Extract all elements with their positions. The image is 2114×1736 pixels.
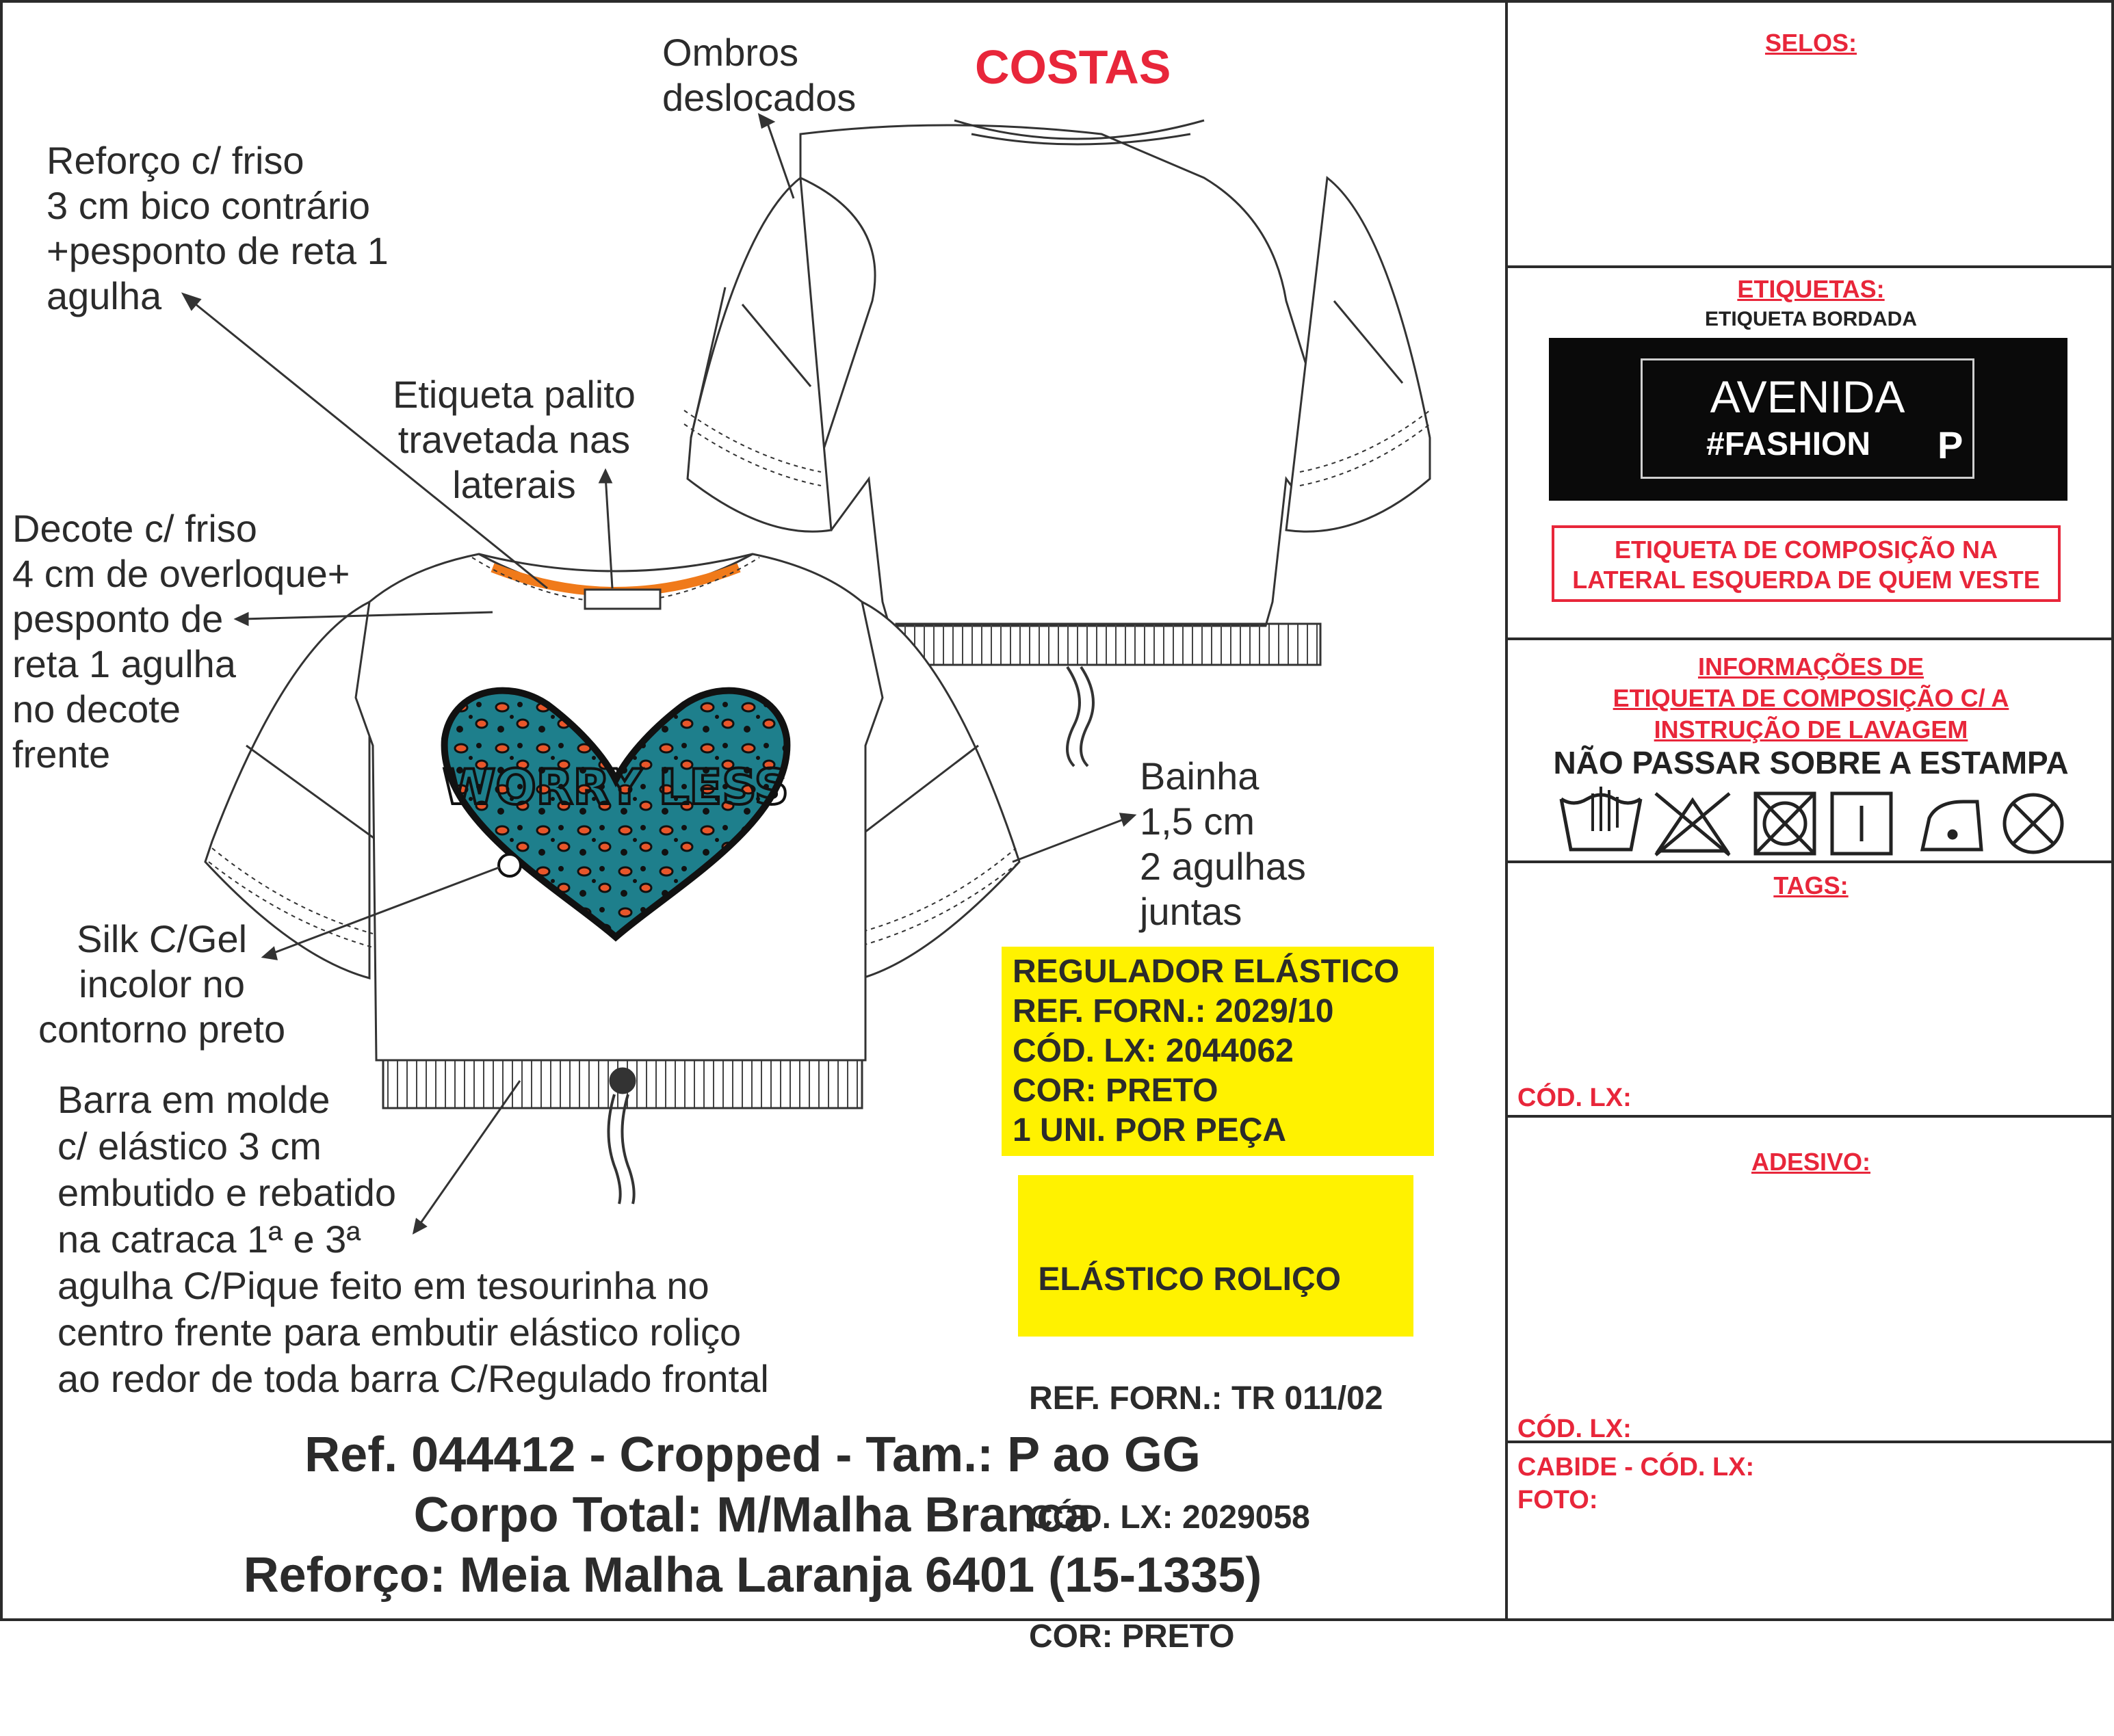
note-ombros: Ombros deslocados	[662, 31, 857, 119]
no-dry-clean-icon	[2005, 795, 2062, 852]
etiquetas-title: ETIQUETAS:	[1737, 275, 1885, 303]
footer-corpo: Corpo Total: M/Malha Branca	[413, 1488, 1092, 1542]
regulador-line-2: REF. FORN.: 2029/10	[1013, 993, 1334, 1029]
note-etiqueta-palito: Etiqueta palito travetada nas laterais	[393, 373, 636, 506]
note-reforco: Reforço c/ friso 3 cm bico contrário +pesponto de reta 1 agulha	[47, 139, 389, 317]
hand-wash-icon	[1561, 787, 1641, 850]
footer-reforco: Reforço: Meia Malha Laranja 6401 (15-1335)	[243, 1548, 1262, 1603]
nao-passar-text: NÃO PASSAR SOBRE A ESTAMPA	[1553, 745, 2069, 780]
cod-lx-tags: CÓD. LX:	[1517, 1083, 1632, 1112]
cod-lx-adesivo: CÓD. LX:	[1517, 1415, 1632, 1443]
foto-label: FOTO:	[1517, 1486, 1598, 1514]
label-sub: #FASHION	[1706, 426, 1871, 462]
tags-title: TAGS:	[1773, 871, 1849, 899]
selos-title: SELOS:	[1764, 29, 1857, 57]
elastico-line-3: CÓD. LX: 2029058	[1029, 1499, 1310, 1536]
print-lettering: WORRY LESS	[443, 759, 789, 815]
regulador-line-4: COR: PRETO	[1013, 1073, 1218, 1109]
note-silk: Silk C/Gel incolor no contorno preto	[38, 917, 286, 1051]
info-title: INFORMAÇÕES DE ETIQUETA DE COMPOSIÇÃO C/ A INSTRUÇÃO DE LAVAGEM	[1613, 653, 2009, 744]
etiqueta-bordada-label: ETIQUETA BORDADA	[1705, 308, 1917, 330]
footer-ref: Ref. 044412 - Cropped - Tam.: P ao GG	[304, 1428, 1201, 1482]
regulador-line-5: 1 UNI. POR PEÇA	[1013, 1112, 1287, 1148]
label-size: P	[1937, 423, 1963, 466]
note-bainha: Bainha 1,5 cm 2 agulhas juntas	[1140, 754, 1306, 933]
note-barra: Barra em molde c/ elástico 3 cm embutido e rebatido na catraca 1ª e 3ª agulha C/Pique feito em tesourinha no centro frente para embutir elástico roliço ao redor de toda barra C/Regulado frontal	[57, 1078, 769, 1400]
no-bleach-icon	[1656, 793, 1730, 855]
adesivo-title: ADESIVO:	[1751, 1148, 1871, 1176]
elastico-line-4: COR: PRETO	[1029, 1618, 1235, 1655]
cabide-label: CABIDE - CÓD. LX:	[1517, 1453, 1755, 1482]
elastico-line-2: REF. FORN.: TR 011/02	[1029, 1380, 1383, 1417]
elastico-line-1: ELÁSTICO ROLIÇO	[1029, 1261, 1341, 1298]
no-tumble-dry-icon	[1756, 793, 1814, 854]
regulador-line-1: REGULADOR ELÁSTICO	[1013, 954, 1400, 990]
iron-low-icon	[1922, 802, 1981, 850]
costas-title: COSTAS	[975, 40, 1171, 94]
regulador-line-3: CÓD. LX: 2044062	[1013, 1033, 1294, 1069]
label-brand: AVENIDA	[1710, 371, 1905, 422]
line-dry-icon	[1832, 793, 1891, 854]
note-decote: Decote c/ friso 4 cm de overloque+ pesponto de reta 1 agulha no decote frente	[12, 507, 350, 776]
composicao-text: ETIQUETA DE COMPOSIÇÃO NA LATERAL ESQUERDA DE QUEM VESTE	[1572, 536, 2040, 594]
